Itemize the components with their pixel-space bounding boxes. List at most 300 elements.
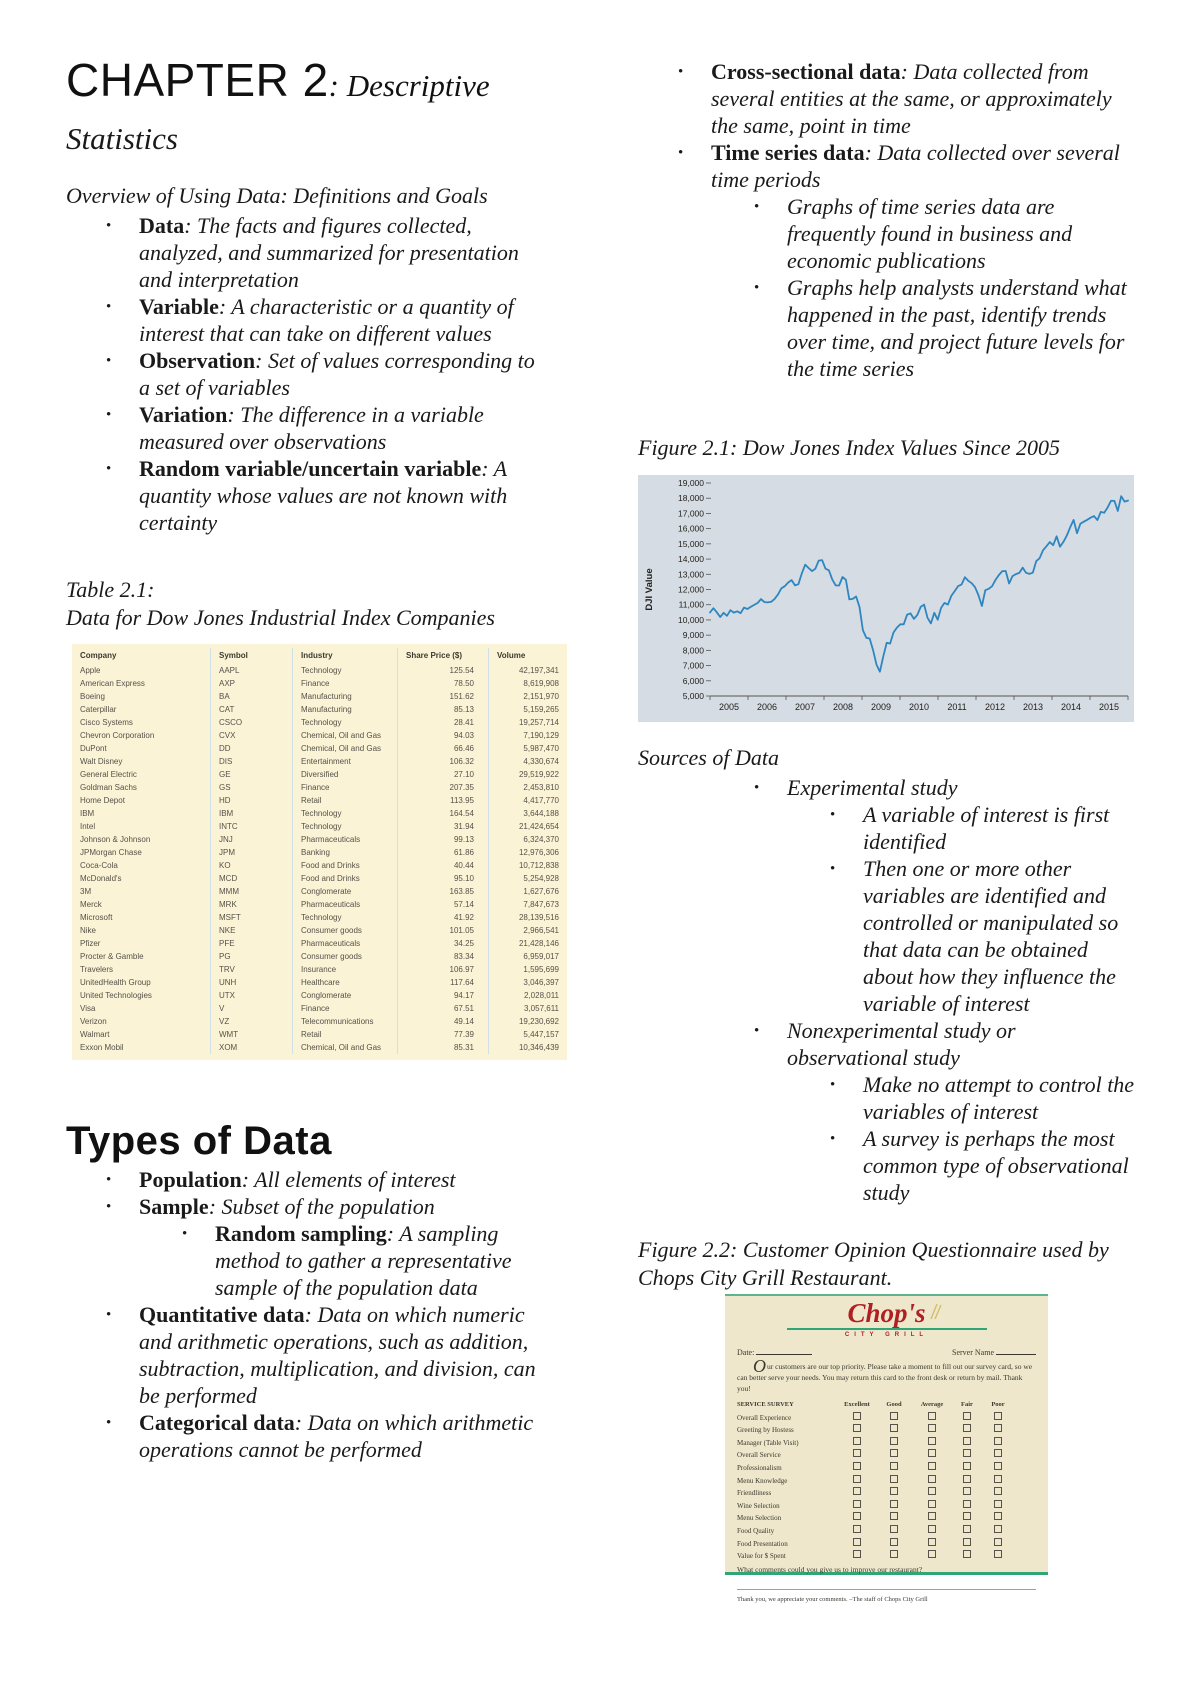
server-blank-line (996, 1347, 1036, 1355)
survey-row-label: Friendliness (737, 1489, 772, 1498)
date-label: Date: (737, 1348, 755, 1357)
survey-checkbox-cell (911, 1462, 953, 1475)
dow-cell: WMT (210, 1028, 292, 1041)
definition-text: : All elements of interest (241, 1167, 456, 1192)
survey-rating-grid (737, 1399, 1036, 1563)
intro-dropcap: O (753, 1356, 766, 1376)
survey-checkbox-cell (877, 1525, 911, 1538)
survey-checkbox (928, 1462, 936, 1470)
bullet-item (66, 1193, 540, 1220)
bullet-item (66, 1220, 540, 1301)
survey-checkbox (928, 1487, 936, 1495)
dow-cell: Consumer goods (292, 950, 397, 963)
dow-cell: 29,519,922 (488, 768, 567, 781)
survey-checkbox (890, 1462, 898, 1470)
survey-checkbox-cell (981, 1487, 1015, 1500)
dow-cell: 27.10 (397, 768, 488, 781)
dow-cell: 3M (80, 887, 92, 896)
dow-cell: 8,619,908 (488, 677, 567, 690)
survey-row-label: Wine Selection (737, 1501, 780, 1510)
dow-cell: 83.34 (397, 950, 488, 963)
x-tick-label: 2005 (718, 702, 740, 712)
x-tick-label: 2012 (984, 702, 1006, 712)
dow-cell: Diversified (292, 768, 397, 781)
survey-checkbox-cell (911, 1487, 953, 1500)
dow-cell: CAT (210, 703, 292, 716)
dow-cell: Finance (292, 1002, 397, 1015)
x-tick-label: 2010 (908, 702, 930, 712)
survey-checkbox (994, 1512, 1002, 1520)
survey-checkbox (963, 1538, 971, 1546)
questionnaire-card (725, 1294, 1048, 1603)
dow-cell: Microsoft (80, 913, 113, 922)
bullet-item (638, 274, 1140, 382)
dow-cell: 7,190,129 (488, 729, 567, 742)
dow-cell: 3,057,611 (488, 1002, 567, 1015)
dow-cell: Nike (80, 926, 97, 935)
dow-cell: PG (210, 950, 292, 963)
y-tick-label: 14,000 (678, 554, 704, 565)
dow-cell: Insurance (292, 963, 397, 976)
survey-checkbox-cell (953, 1449, 981, 1462)
dow-cell: Retail (292, 1028, 397, 1041)
dow-header-cell: Volume (488, 648, 567, 664)
bullet-marker: • (754, 780, 760, 796)
dow-cell: CVX (210, 729, 292, 742)
definition-term: Observation (139, 348, 256, 373)
survey-checkbox (853, 1424, 861, 1432)
definition-term: Variable (139, 294, 219, 319)
dow-cell: Procter & Gamble (80, 952, 144, 961)
bullet-item (638, 193, 1140, 274)
survey-checkbox (963, 1462, 971, 1470)
survey-checkbox-cell (837, 1525, 877, 1538)
right-column (638, 56, 1140, 1603)
bullet-text: Make no attempt to control the variables of interest (863, 1072, 1135, 1124)
survey-checkbox-cell (953, 1437, 981, 1450)
x-tick-label: 2007 (794, 702, 816, 712)
logo-rule (787, 1328, 987, 1330)
bullet-text: A survey is perhaps the most common type of observational study (863, 1126, 1129, 1205)
survey-checkbox-cell (953, 1424, 981, 1437)
bullet-marker: • (678, 145, 684, 161)
survey-checkbox (994, 1487, 1002, 1495)
dow-cell: General Electric (80, 770, 137, 779)
survey-checkbox (963, 1475, 971, 1483)
dow-jones-table (72, 644, 567, 1060)
y-tick-label: 9,000 (682, 630, 704, 641)
survey-checkbox-cell (877, 1462, 911, 1475)
dow-cell: Manufacturing (292, 703, 397, 716)
dow-cell: 1,627,676 (488, 885, 567, 898)
survey-row-label: Overall Service (737, 1451, 781, 1460)
dow-cell: Technology (292, 716, 397, 729)
dji-series-line (710, 496, 1128, 672)
definition-text: : A characteristic or a quantity of interest that can take on different values (139, 294, 514, 346)
chapter-heading-sans: CHAPTER 2 (66, 54, 329, 106)
survey-checkbox-cell (981, 1512, 1015, 1525)
y-tick-label: 15,000 (678, 538, 704, 549)
dow-cell: TRV (210, 963, 292, 976)
dow-cell: 85.13 (397, 703, 488, 716)
survey-checkbox-cell (981, 1424, 1015, 1437)
survey-checkbox (853, 1487, 861, 1495)
survey-checkbox (994, 1500, 1002, 1508)
dow-cell: Travelers (80, 965, 114, 974)
bullet-marker: • (106, 299, 112, 315)
server-name-label: Server Name (952, 1348, 994, 1357)
types-of-data-list (66, 1166, 540, 1463)
dow-cell: Finance (292, 677, 397, 690)
survey-intro-paragraph (737, 1356, 1036, 1394)
dow-cell: 42,197,341 (488, 664, 567, 677)
survey-checkbox-cell (877, 1538, 911, 1551)
survey-row-label: Food Presentation (737, 1539, 788, 1548)
dow-cell: GS (210, 781, 292, 794)
dow-cell: V (210, 1002, 292, 1015)
bullet-marker: • (106, 353, 112, 369)
bullet-marker: • (106, 1415, 112, 1431)
dow-cell: Johnson & Johnson (80, 835, 151, 844)
y-tick-label: 13,000 (678, 569, 704, 580)
survey-checkbox-cell (953, 1412, 981, 1425)
dow-cell: Home Depot (80, 796, 125, 805)
x-tick-label: 2009 (870, 702, 892, 712)
dow-cell: Apple (80, 666, 101, 675)
survey-checkbox (890, 1424, 898, 1432)
y-tick-label: 8,000 (682, 645, 704, 656)
rating-header: Poor (991, 1401, 1005, 1408)
dow-cell: 21,428,146 (488, 937, 567, 950)
bullet-item (66, 293, 540, 347)
bullet-item (66, 1301, 540, 1409)
chapter-heading (66, 54, 540, 112)
chops-logo (737, 1299, 1036, 1328)
y-tick-label: 5,000 (682, 691, 704, 701)
dow-cell: Boeing (80, 692, 105, 701)
chapter-heading-serif: : Descriptive (328, 68, 490, 103)
dow-cell: GE (210, 768, 292, 781)
dow-cell: 49.14 (397, 1015, 488, 1028)
rating-header: Excellent (844, 1401, 870, 1408)
figure2-caption: Figure 2.2: Customer Opinion Questionnaire used by Chops City Grill Restaurant. (638, 1237, 1109, 1290)
dow-cell: IBM (80, 809, 95, 818)
dow-cell: Intel (80, 822, 96, 831)
dow-cell: VZ (210, 1015, 292, 1028)
dow-cell: 21,424,654 (488, 820, 567, 833)
bullet-text: Nonexperimental study or observational study (787, 1018, 1016, 1070)
dow-cell: 19,230,692 (488, 1015, 567, 1028)
bullet-marker: • (830, 807, 836, 823)
types-of-data-heading: Types of Data (66, 1119, 332, 1163)
dow-cell: BA (210, 690, 292, 703)
chops-logo-text: Chop's (847, 1298, 926, 1328)
dow-cell: 207.35 (397, 781, 488, 794)
survey-checkbox (853, 1512, 861, 1520)
dow-cell: DuPont (80, 744, 107, 753)
bullet-item (638, 855, 1140, 1017)
bullet-item (66, 401, 540, 455)
bullet-marker: • (106, 1199, 112, 1215)
dow-cell: HD (210, 794, 292, 807)
dow-cell: 5,159,265 (488, 703, 567, 716)
definition-text: : Data on which numeric and arithmetic operations, such as addition, subtraction, multiplication, and division, can be performed (139, 1302, 536, 1408)
survey-checkbox (890, 1437, 898, 1445)
dow-cell: Manufacturing (292, 690, 397, 703)
survey-checkbox-cell (877, 1500, 911, 1513)
dow-cell: 7,847,673 (488, 898, 567, 911)
dow-cell: MCD (210, 872, 292, 885)
dow-cell: 6,324,370 (488, 833, 567, 846)
dow-cell: JPMorgan Chase (80, 848, 142, 857)
survey-checkbox-cell (911, 1449, 953, 1462)
dow-cell: 5,447,157 (488, 1028, 567, 1041)
dow-cell: Conglomerate (292, 885, 397, 898)
definition-text: : The facts and figures collected, analyzed, and summarized for presentation and interpretation (139, 213, 519, 292)
dow-cell: Verizon (80, 1017, 107, 1026)
bullet-item (66, 1409, 540, 1463)
dow-cell: 12,976,306 (488, 846, 567, 859)
definitions-list (66, 212, 540, 536)
survey-checkbox-cell (911, 1424, 953, 1437)
dow-cell: KO (210, 859, 292, 872)
bullet-text: A variable of interest is first identified (863, 802, 1110, 854)
survey-checkbox-cell (911, 1538, 953, 1551)
definition-term: Time series data (711, 140, 865, 165)
bullet-item (638, 1017, 1140, 1071)
bullet-item (66, 212, 540, 293)
dow-cell: 151.62 (397, 690, 488, 703)
survey-checkbox-cell (837, 1475, 877, 1488)
dow-cell: NKE (210, 924, 292, 937)
survey-checkbox (928, 1449, 936, 1457)
chart-svg (638, 475, 1134, 722)
dow-header-cell: Company (80, 651, 117, 660)
bullet-item (638, 774, 1140, 801)
survey-footer: Thank you, we appreciate your comments. –The staff of Chops City Grill (737, 1595, 928, 1603)
x-tick-label: 2015 (1098, 702, 1120, 712)
survey-row-label: Overall Experience (737, 1413, 792, 1422)
survey-checkbox (963, 1512, 971, 1520)
survey-checkbox-cell (837, 1424, 877, 1437)
survey-checkbox (853, 1550, 861, 1558)
dow-cell: Caterpillar (80, 705, 117, 714)
survey-checkbox-cell (953, 1487, 981, 1500)
survey-checkbox (853, 1475, 861, 1483)
dow-cell: 4,330,674 (488, 755, 567, 768)
survey-checkbox-cell (953, 1550, 981, 1563)
dow-cell: United Technologies (80, 991, 152, 1000)
dow-cell: 10,346,439 (488, 1041, 567, 1054)
survey-checkbox (994, 1462, 1002, 1470)
survey-row-label: Menu Knowledge (737, 1476, 788, 1485)
y-tick-label: 7,000 (682, 660, 704, 671)
survey-checkbox (890, 1550, 898, 1558)
dow-cell: UNH (210, 976, 292, 989)
survey-grid-title: SERVICE SURVEY (737, 1401, 794, 1408)
survey-row-label: Food Quality (737, 1526, 775, 1535)
survey-checkbox (890, 1475, 898, 1483)
definition-text: : Data collected from several entities at the same, or approximately the same, point in time (711, 59, 1112, 138)
dow-cell: 164.54 (397, 807, 488, 820)
survey-checkbox (994, 1424, 1002, 1432)
survey-checkbox-cell (877, 1437, 911, 1450)
dow-cell: 125.54 (397, 664, 488, 677)
dow-cell: 117.64 (397, 976, 488, 989)
x-tick-label: 2014 (1060, 702, 1082, 712)
survey-checkbox-cell (981, 1525, 1015, 1538)
definition-term: Sample (139, 1194, 209, 1219)
y-tick-label: 16,000 (678, 523, 704, 534)
x-tick-label: 2011 (947, 702, 967, 712)
survey-checkbox-cell (877, 1475, 911, 1488)
survey-checkbox (994, 1525, 1002, 1533)
bullet-item (638, 1125, 1140, 1206)
survey-checkbox-cell (911, 1512, 953, 1525)
definition-term: Categorical data (139, 1410, 295, 1435)
survey-checkbox-cell (981, 1550, 1015, 1563)
survey-checkbox (963, 1424, 971, 1432)
dow-cell: 85.31 (397, 1041, 488, 1054)
survey-checkbox (928, 1538, 936, 1546)
left-column (66, 54, 559, 1463)
survey-checkbox (853, 1437, 861, 1445)
dow-cell: Banking (292, 846, 397, 859)
dow-cell: McDonald's (80, 874, 122, 883)
survey-checkbox (890, 1525, 898, 1533)
survey-checkbox-cell (953, 1512, 981, 1525)
chops-logo-subtext: CITY GRILL (844, 1332, 929, 1338)
dow-cell: 6,959,017 (488, 950, 567, 963)
dow-cell: JPM (210, 846, 292, 859)
bullet-item (638, 139, 1140, 193)
dow-cell: 99.13 (397, 833, 488, 846)
survey-checkbox (928, 1437, 936, 1445)
dow-cell: 1,595,699 (488, 963, 567, 976)
data-types-list (638, 58, 1140, 382)
dow-cell: 4,417,770 (488, 794, 567, 807)
survey-checkbox-cell (837, 1449, 877, 1462)
y-tick-label: 18,000 (678, 493, 704, 504)
survey-checkbox (928, 1525, 936, 1533)
dow-cell: Chemical, Oil and Gas (292, 742, 397, 755)
survey-checkbox (853, 1538, 861, 1546)
survey-row-label: Professionalism (737, 1463, 782, 1472)
bullet-marker: • (830, 861, 836, 877)
survey-checkbox (994, 1538, 1002, 1546)
intro-text: ur customers are our top priority. Please take a moment to fill out our survey card, so we can better serve your needs. You may return this card to the front desk or return by mail. Thank you! (737, 1362, 1033, 1393)
dow-cell: PFE (210, 937, 292, 950)
dow-cell: Walt Disney (80, 757, 123, 766)
survey-row-label: Menu Selection (737, 1514, 782, 1523)
dow-cell: MSFT (210, 911, 292, 924)
definition-text: : Subset of the population (208, 1194, 435, 1219)
dow-cell: Retail (292, 794, 397, 807)
survey-checkbox (963, 1550, 971, 1558)
y-tick-label: 17,000 (678, 508, 704, 519)
survey-checkbox-cell (837, 1412, 877, 1425)
dow-cell: AAPL (210, 664, 292, 677)
comments-line (737, 1589, 1036, 1590)
survey-checkbox-cell (877, 1412, 911, 1425)
dow-cell: Pharmaceuticals (292, 898, 397, 911)
dow-cell: Pfizer (80, 939, 101, 948)
survey-checkbox-cell (953, 1475, 981, 1488)
survey-checkbox-cell (953, 1462, 981, 1475)
dow-cell: Entertainment (292, 755, 397, 768)
survey-row-label: Greeting by Hostess (737, 1426, 794, 1435)
survey-checkbox-cell (953, 1500, 981, 1513)
survey-row-label: Manager (Table Visit) (737, 1438, 799, 1447)
survey-checkbox (963, 1500, 971, 1508)
dow-cell: American Express (80, 679, 145, 688)
bullet-marker: • (754, 280, 760, 296)
dow-cell: Food and Drinks (292, 859, 397, 872)
bullet-text: Graphs of time series data are frequently found in business and economic publications (787, 194, 1073, 273)
bullet-marker: • (106, 1307, 112, 1323)
survey-checkbox (994, 1449, 1002, 1457)
definition-term: Random variable/uncertain variable (139, 456, 482, 481)
survey-checkbox (928, 1412, 936, 1420)
bullet-item (66, 347, 540, 401)
survey-checkbox (928, 1500, 936, 1508)
survey-checkbox-cell (981, 1437, 1015, 1450)
comments-prompt: What comments could you give us to improve our restaurant? (737, 1564, 923, 1574)
dow-cell: 94.03 (397, 729, 488, 742)
dow-header-cell: Share Price ($) (397, 648, 488, 664)
survey-checkbox-cell (837, 1500, 877, 1513)
definition-text: : Set of values corresponding to a set of variables (139, 348, 535, 400)
dow-cell: Technology (292, 911, 397, 924)
bullet-marker: • (106, 1172, 112, 1188)
bullet-marker: • (678, 64, 684, 80)
bullet-marker: • (754, 1023, 760, 1039)
definition-term: Variation (139, 402, 228, 427)
dow-cell: DD (210, 742, 292, 755)
dow-cell: 61.86 (397, 846, 488, 859)
rating-header: Fair (961, 1401, 973, 1408)
dow-cell: Chemical, Oil and Gas (292, 729, 397, 742)
bullet-item (638, 801, 1140, 855)
dow-cell: 106.97 (397, 963, 488, 976)
definition-text: : The difference in a variable measured over observations (139, 402, 484, 454)
survey-checkbox-cell (837, 1550, 877, 1563)
dow-cell: 113.95 (397, 794, 488, 807)
dow-cell: 67.51 (397, 1002, 488, 1015)
dow-cell: 41.92 (397, 911, 488, 924)
dow-cell: 19,257,714 (488, 716, 567, 729)
survey-checkbox (890, 1512, 898, 1520)
dow-cell: Healthcare (292, 976, 397, 989)
survey-checkbox (994, 1475, 1002, 1483)
definition-text: : Data collected over several time periods (711, 140, 1120, 192)
dow-header-cell: Symbol (210, 648, 292, 664)
y-tick-label: 19,000 (678, 478, 704, 488)
definition-term: Quantitative data (139, 1302, 305, 1327)
table-caption-line1: Table 2.1: (66, 577, 155, 602)
dow-cell: 5,254,928 (488, 872, 567, 885)
dow-cell: MRK (210, 898, 292, 911)
survey-checkbox-cell (837, 1512, 877, 1525)
x-tick-label: 2008 (832, 702, 854, 712)
survey-checkbox-cell (953, 1538, 981, 1551)
survey-checkbox-cell (911, 1437, 953, 1450)
survey-checkbox-cell (837, 1487, 877, 1500)
dow-cell: 2,028,011 (488, 989, 567, 1002)
dow-cell: 94.17 (397, 989, 488, 1002)
dow-cell: Cisco Systems (80, 718, 133, 727)
dow-cell: 3,644,188 (488, 807, 567, 820)
